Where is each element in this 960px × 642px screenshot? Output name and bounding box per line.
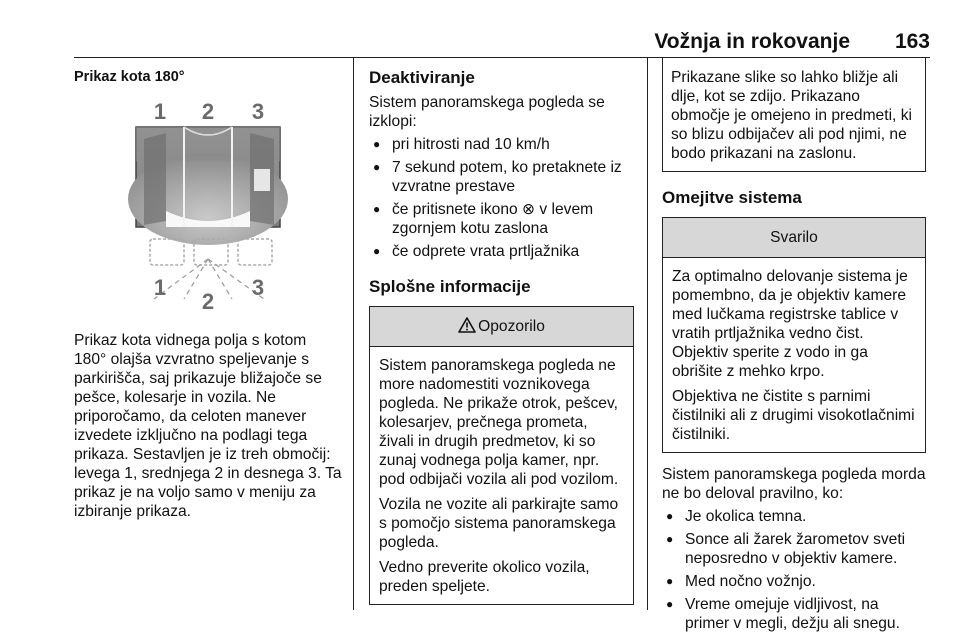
section-heading-limitations: Omejitve sistema (662, 188, 802, 207)
list-item: ● Je okolica temna. (662, 507, 926, 526)
list-item: ● Sonce ali žarek žarometov sveti neposredno v objektiv kamere. (662, 530, 926, 568)
column-3 (662, 58, 926, 633)
list-item: ● 7 sekund potem, ko pretaknete iz vzvratne prestave (369, 158, 634, 196)
label-top-2: 2 (201, 99, 215, 124)
section-heading-deactivation: Deaktiviranje (369, 68, 475, 87)
warning-box (369, 306, 634, 605)
column-2 (369, 58, 634, 605)
caution-paragraph: Objektiva ne čistite s parnimi čistilniki ali z drugimi visokotlačnimi čistilniki. (672, 388, 915, 443)
label-top-3: 3 (251, 99, 265, 124)
list-item: ● Vreme omejuje vidljivost, na primer v megli, dežju ali snegu. (662, 595, 926, 633)
left-building (144, 133, 166, 225)
column-divider-1 (353, 58, 354, 610)
paragraph-180: Prikaz kota vidnega polja s kotom 180° olajša vzvratno speljevanje s parkirišča, saj prikazuje bližajoče se pešce, kolesarje in vozila. Ne priporočamo, da celoten manever izvedete izključno na podlagi tega prikaza. Sestavljen je iz treh območij: levega 1, srednjega 2 in desnega 3. Ta prikaz je na voljo samo v meniju za izbiranje prikaza. (74, 332, 342, 520)
label-bottom-2: 2 (201, 289, 215, 309)
list-item: ● če pritisnete ikono ⊗ v levem zgornjem kotu zaslona (369, 200, 634, 238)
section-heading-180: Prikaz kota 180° (74, 69, 185, 85)
warning-title: Opozorilo (478, 318, 545, 335)
warning-header (370, 307, 633, 347)
camera-180-figure (74, 99, 342, 309)
column-1 (74, 58, 342, 521)
page-header (74, 24, 930, 58)
warning-triangle-icon (458, 317, 476, 333)
list-item: ● Med nočno vožnjo. (662, 572, 926, 591)
section-heading-general: Splošne informacije (369, 277, 531, 296)
caution-body (663, 258, 925, 452)
deactivation-intro: Sistem panoramskega pogleda se izklopi: (369, 94, 605, 130)
warning-box-continued (662, 58, 926, 172)
caution-header (663, 218, 925, 258)
deactivation-list (369, 135, 634, 261)
warning-paragraph: Sistem panoramskega pogleda ne more nadomestiti voznikovega pogleda. Ne prikaže otrok, pešcev, kolesarjev, prečnega prometa, živali in drugih predmetov, ki so zunaj vodnega polja kamer, npr. pod odbijači vozila ali pod vozilom. (379, 357, 619, 488)
limitations-list (662, 507, 926, 633)
list-item: ● če odprete vrata prtljažnika (369, 242, 634, 261)
camera-view-illustration (74, 99, 342, 309)
label-bottom-1: 1 (153, 275, 167, 300)
label-top-1: 1 (153, 99, 167, 124)
warning-body (370, 347, 633, 604)
parked-car (254, 169, 270, 191)
list-item: ● pri hitrosti nad 10 km/h (369, 135, 634, 154)
warning-paragraph: Vozila ne vozite ali parkirajte samo s pomočjo sistema panoramskega pogleda. (379, 496, 619, 551)
page-number: 163 (894, 30, 930, 53)
caution-paragraph: Za optimalno delovanje sistema je pomembno, da je objektiv kamere med lučkama registrske tablice v vratih prtljažnika vedno čist. Objektiv sperite z vodo in ga obrišite z mehko krpo. (672, 268, 908, 380)
caution-box (662, 217, 926, 453)
warning-paragraph: Vedno preverite okolico vozila, preden speljete. (379, 559, 590, 595)
label-bottom-3: 3 (251, 275, 265, 300)
caution-title: Svarilo (770, 229, 818, 246)
column-divider-2 (647, 58, 648, 610)
limitations-intro: Sistem panoramskega pogleda morda ne bo deloval pravilno, ko: (662, 466, 926, 502)
continued-warning-text: Prikazane slike so lahko bližje ali dlje, kot se zdijo. Prikazano območje je omejeno in predmeti, ki so blizu odbijačev ali pod njimi, ne bodo prikazani na zaslonu. (671, 69, 912, 162)
chapter-title: Vožnja in rokovanje (654, 30, 850, 53)
